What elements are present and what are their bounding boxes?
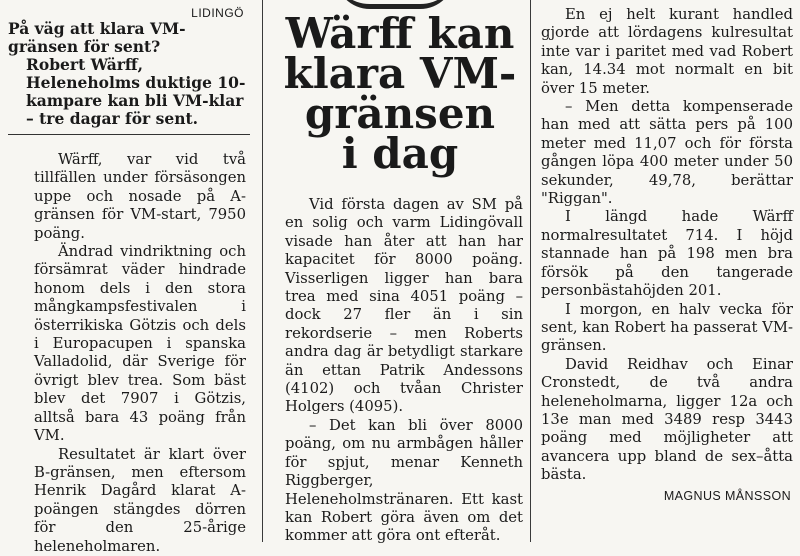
paragraph: Ändrad vindriktning och försämrat väder hindrade honom dels i den stora mångkampsfestivalen i österrikiska Götzis och dels i Europacupen i spanska Valladolid, där Sverige för övrigt blev trea. Som bäst blev det 7907 i Götzis, alltså bara 43 poäng från VM. bbox=[34, 243, 246, 445]
column-right bbox=[535, 0, 797, 503]
byline: MAGNUS MÅNSSON bbox=[663, 488, 791, 503]
column-left bbox=[2, 0, 250, 556]
column-rule bbox=[262, 0, 263, 542]
paragraph: Vid första dagen av SM på en solig och varm Lidingövall visade han åter att han har kapacitet för 8000 poäng. Visserligen ligger han bara trea med sina 4051 poäng – dock 27 fler än i sin rekordserie – men Roberts andra dag är betydligt starkare än ettan Patrik Andessons (4102) och tvåan Christer Holgers (4095). bbox=[285, 196, 523, 416]
paragraph: David Reidhav och Einar Cronstedt, de två andra heleneholmarna, ligger 12a och 13e man med 3489 resp 3443 poäng med möjligheter att avancera upp bland de sex–åtta bästa. bbox=[541, 355, 793, 484]
location-label: LIDINGÖ bbox=[191, 6, 244, 20]
headline bbox=[275, 9, 525, 178]
column-middle bbox=[275, 0, 525, 546]
paragraph: I längd hade Wärff normalresultatet 714. I höjd stannade han på 198 men bra försök på den tangerade personbästahöjden 201. bbox=[541, 208, 793, 300]
headline-line: gränsen bbox=[304, 89, 496, 138]
paragraph: Resultatet är klart över B-gränsen, men eftersom Henrik Dagård klarat A-poängen stängdes dörren för den 25-årige heleneholmaren. bbox=[34, 445, 246, 555]
paragraph: I morgon, en halv vecka för sent, kan Robert ha passerat VM-gränsen. bbox=[541, 300, 793, 355]
paragraph: – Men detta kompenserade han med att sätta pers på 100 meter med 11,07 och för första gången löpa 400 meter under 50 sekunder, 49,78, berättar "Riggan". bbox=[541, 98, 793, 208]
paragraph: En ej helt kurant handled gjorde att lördagens kulresultat inte var i paritet med vad Robert kan, 14.34 mot normalt en bit över 15 meter. bbox=[541, 6, 793, 97]
deck-subheading: Robert Wärff, Heleneholms duktige 10-kampare kan bli VM-klar – tre dagar för sent. bbox=[26, 55, 246, 128]
paragraph: – Det kan bli över 8000 poäng, om nu armbågen håller för spjut, menar Kenneth Riggberger, Heleneholmstränaren. Ett kast kan Robert göra även om det kommer att göra ont efteråt. bbox=[285, 416, 523, 545]
divider bbox=[8, 134, 250, 135]
headline-line: Wärff kan bbox=[285, 9, 515, 58]
headline-line: klara VM- bbox=[283, 49, 517, 98]
column-rule bbox=[530, 0, 531, 542]
headline-line: i dag bbox=[341, 129, 459, 178]
kicker-heading: På väg att klara VM-gränsen för sent? bbox=[8, 19, 186, 56]
masthead-fragment bbox=[335, 0, 455, 9]
paragraph: Wärff, var vid två tillfällen under försäsongen uppe och nosade på A-gränsen för VM-start, 7950 poäng. bbox=[34, 151, 246, 242]
